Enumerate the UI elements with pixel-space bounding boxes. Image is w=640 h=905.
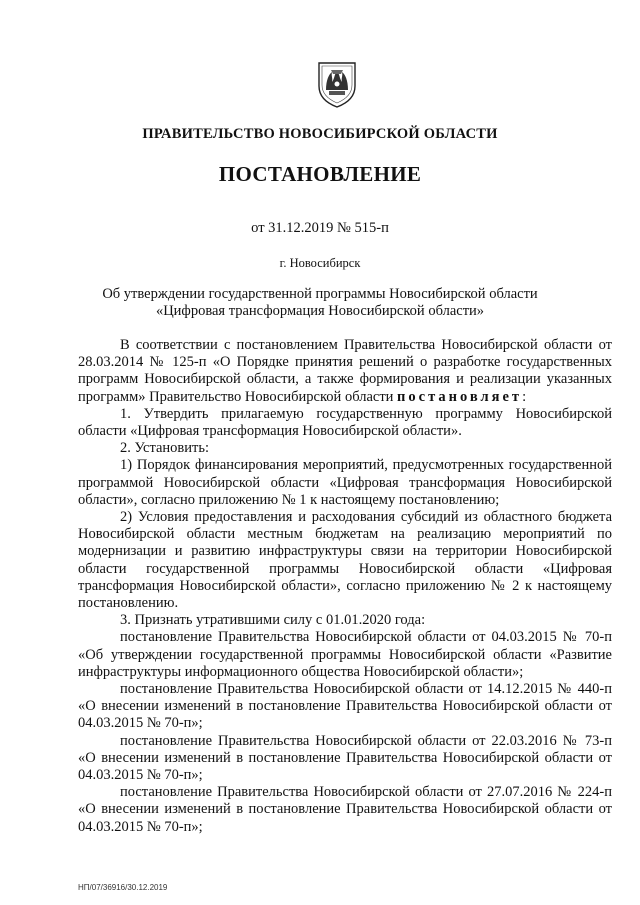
paragraph-repeal-4: постановление Правительства Новосибирской области от 27.07.2016 № 224-п «О внесении изменений в постановление Правительства Новосибирской области от 04.03.2015 № 70-п»; [78, 784, 612, 835]
subject-line-2: «Цифровая трансформация Новосибирской области» [155, 303, 485, 319]
preamble-text: В соответствии с постановлением Правительства Новосибирской области от 28.03.2014 № 125-п «О Порядке принятия решений о разработке государственных программ Новосибирской области, а также формирования и реализации указанных программ» Правительство Новосибирской области [78, 337, 612, 405]
paragraph-preamble [78, 337, 612, 406]
paragraph-repeal-1: постановление Правительства Новосибирской области от 04.03.2015 № 70-п «Об утверждении государственной программы Новосибирской области «Развитие инфраструктуры информационного общества Новосибирской области»; [78, 629, 612, 680]
organization-title: ПРАВИТЕЛЬСТВО НОВОСИБИРСКОЙ ОБЛАСТИ [142, 126, 498, 142]
paragraph-repeal-2: постановление Правительства Новосибирской области от 14.12.2015 № 440-п «О внесении изменений в постановление Правительства Новосибирской области от 04.03.2015 № 70-п»; [78, 681, 612, 732]
subject-title [0, 286, 640, 320]
paragraph-item-1: 1. Утвердить прилагаемую государственную программу Новосибирской области «Цифровая трансформация Новосибирской области». [78, 405, 612, 440]
paragraph-item-3: 3. Признать утратившими силу с 01.01.2020 года: [120, 612, 426, 629]
city-label: г. Новосибирск [279, 256, 361, 270]
paragraph-item-2: 2. Установить: [120, 440, 210, 457]
subject-line-1: Об утверждении государственной программы Новосибирской области [102, 286, 538, 302]
coat-of-arms-icon [317, 60, 357, 108]
paragraph-item-2-1: 1) Порядок финансирования мероприятий, предусмотренных государственной программой Новосибирской области «Цифровая трансформация Новосибирской области», согласно приложению № 1 к настоящему постановлению; [78, 457, 612, 508]
paragraph-repeal-3: постановление Правительства Новосибирской области от 22.03.2016 № 73-п «О внесении изменений в постановление Правительства Новосибирской области от 04.03.2015 № 70-п»; [78, 732, 612, 784]
resolution-keyword: постановляет [397, 388, 523, 405]
document-type-heading: ПОСТАНОВЛЕНИЕ [218, 162, 422, 186]
paragraph-item-2-2: 2) Условия предоставления и расходования субсидий из областного бюджета Новосибирской области местным бюджетам на реализацию мероприятий по модернизации и развитию инфраструктуры связи на территории Новосибирской области государственной программы Новосибирской области «Цифровая трансформация Новосибирской области», согласно приложению № 2 к настоящему постановлению. [78, 509, 612, 612]
document-body [78, 337, 612, 836]
date-and-number: от 31.12.2019 № 515-п [251, 220, 389, 236]
preamble-end: : [522, 388, 527, 405]
document-code: НП/07/36916/30.12.2019 [78, 883, 168, 892]
